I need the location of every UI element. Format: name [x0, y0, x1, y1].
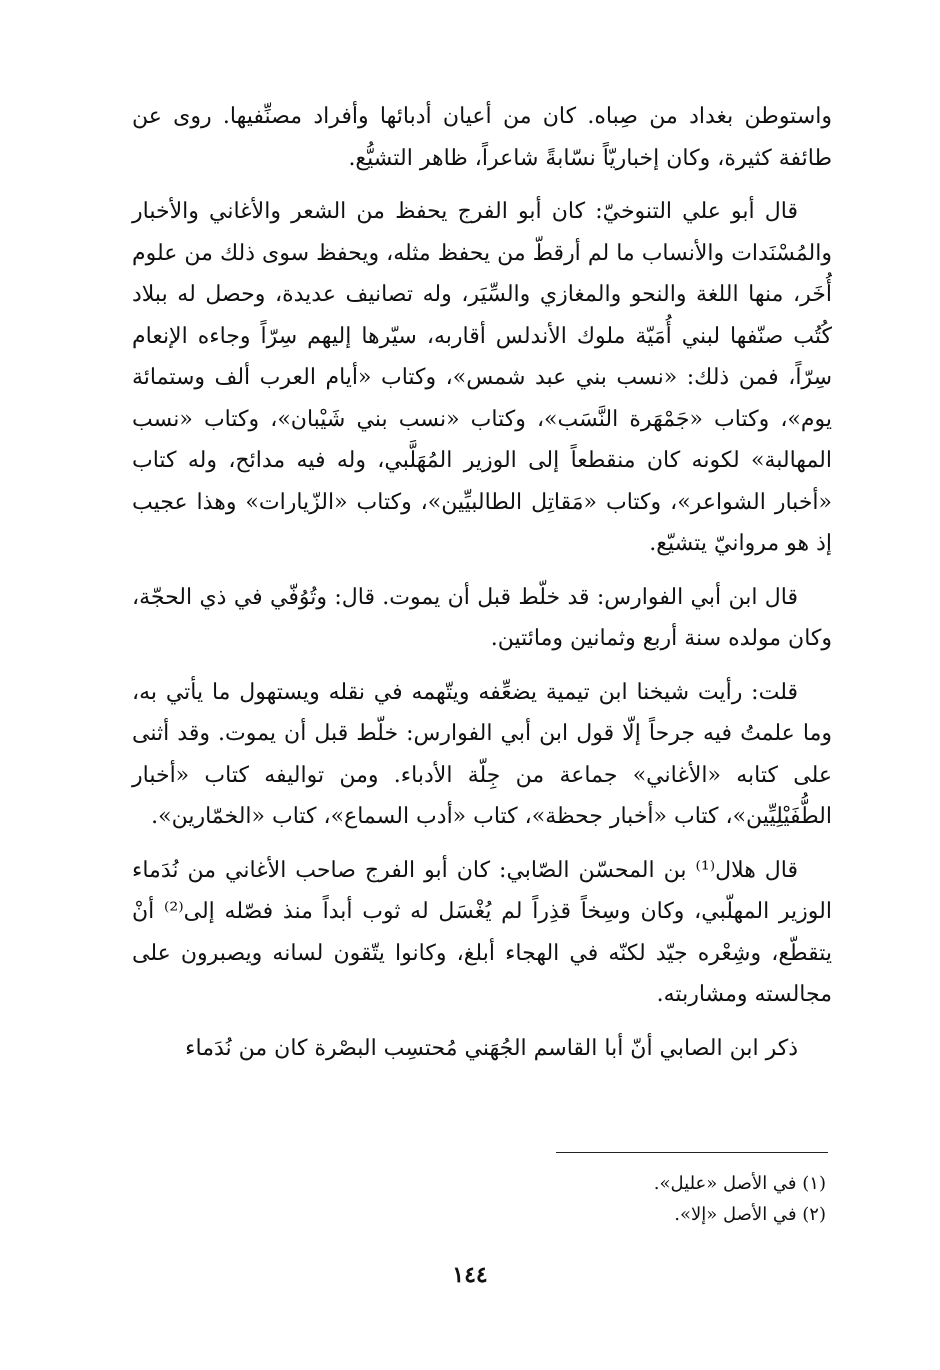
footnote-2: (٢) في الأصل «إلا».: [674, 1204, 826, 1225]
paragraph-4: قلت: رأيت شيخنا ابن تيمية يضعِّفه ويتّهمه في نقله ويستهول ما يأتي به، وما علمتُ فيه جرحاً إلّا قول ابن أبي الفوارس: خلّط قبل أن يموت. وقد أثنى على كتابه «الأغاني» جماعة من جِلّة الأدباء. ومن تواليفه كتاب «أخبار الطُّفَيْلِيِّين»، كتاب «أخبار جحظة»، كتاب «أدب السماع»، كتاب «الخمّارين».: [132, 679, 832, 829]
footnote-1: (١) في الأصل «عليل».: [653, 1173, 826, 1194]
footnotes: [500, 1168, 826, 1230]
paragraph-1: واستوطن بغداد من صِباه. كان من أعيان أدبائها وأفراد مصنِّفيها. روى عن طائفة كثيرة، وكان إخباريّاً نسّابةً شاعراً، ظاهر التشيُّع.: [132, 104, 832, 171]
main-text: [132, 96, 832, 1081]
paragraph-5: قال هلال⁽¹⁾ بن المحسّن الصّابي: كان أبو الفرج صاحب الأغاني من نُدَماء الوزير المهلّبي، وكان وسِخاً قذِراً لم يُغْسَل له ثوب أبداً منذ فصّله إلى⁽²⁾ أنْ يتقطّع، وشِعْره جيّد لكنّه في الهجاء أبلغ، وكانوا يتّقون لسانه ويصبرون على مجالسته ومشاربته.: [132, 857, 832, 1007]
paragraph-3: قال ابن أبي الفوارس: قد خلّط قبل أن يموت. قال: وتُوُفّي في ذي الحجّة، وكان مولده سنة أربع وثمانين ومائتين.: [132, 584, 832, 651]
footnote-divider: [556, 1152, 828, 1153]
page-number: ١٤٤: [452, 1262, 488, 1288]
paragraph-2: قال أبو علي التنوخيّ: كان أبو الفرج يحفظ من الشعر والأغاني والأخبار والمُسْنَدات والأنساب ما لم أرقطّ من يحفظ مثله، ويحفظ سوى ذلك من علوم أُخَر، منها اللغة والنحو والمغازي والسِّيَر، وله تصانيف عديدة، وحصل له ببلاد كُتُب صنّفها لبني أُمَيّة ملوك الأندلس أقاربه، سيّرها إليهم سِرّاً وجاءه الإنعام سِرّاً، فمن ذلك: «نسب بني عبد شمس»، وكتاب «أيام العرب ألف وستمائة يوم»، وكتاب «جَمْهَرة النَّسَب»، وكتاب «نسب بني شَيْبان»، وكتاب «نسب المهالبة» لكونه كان منقطعاً إلى الوزير المُهَلَّبي، وله فيه مدائح، وله كتاب «أخبار الشواعر»، وكتاب «مَقاتِل الطالبيِّين»، وكتاب «الزّيارات» وهذا عجيب إذ هو مروانيّ يتشيّع.: [132, 199, 832, 556]
paragraph-6: ذكر ابن الصابي أنّ أبا القاسم الجُهَني مُحتسِب البصْرة كان من نُدَماء: [185, 1035, 798, 1061]
